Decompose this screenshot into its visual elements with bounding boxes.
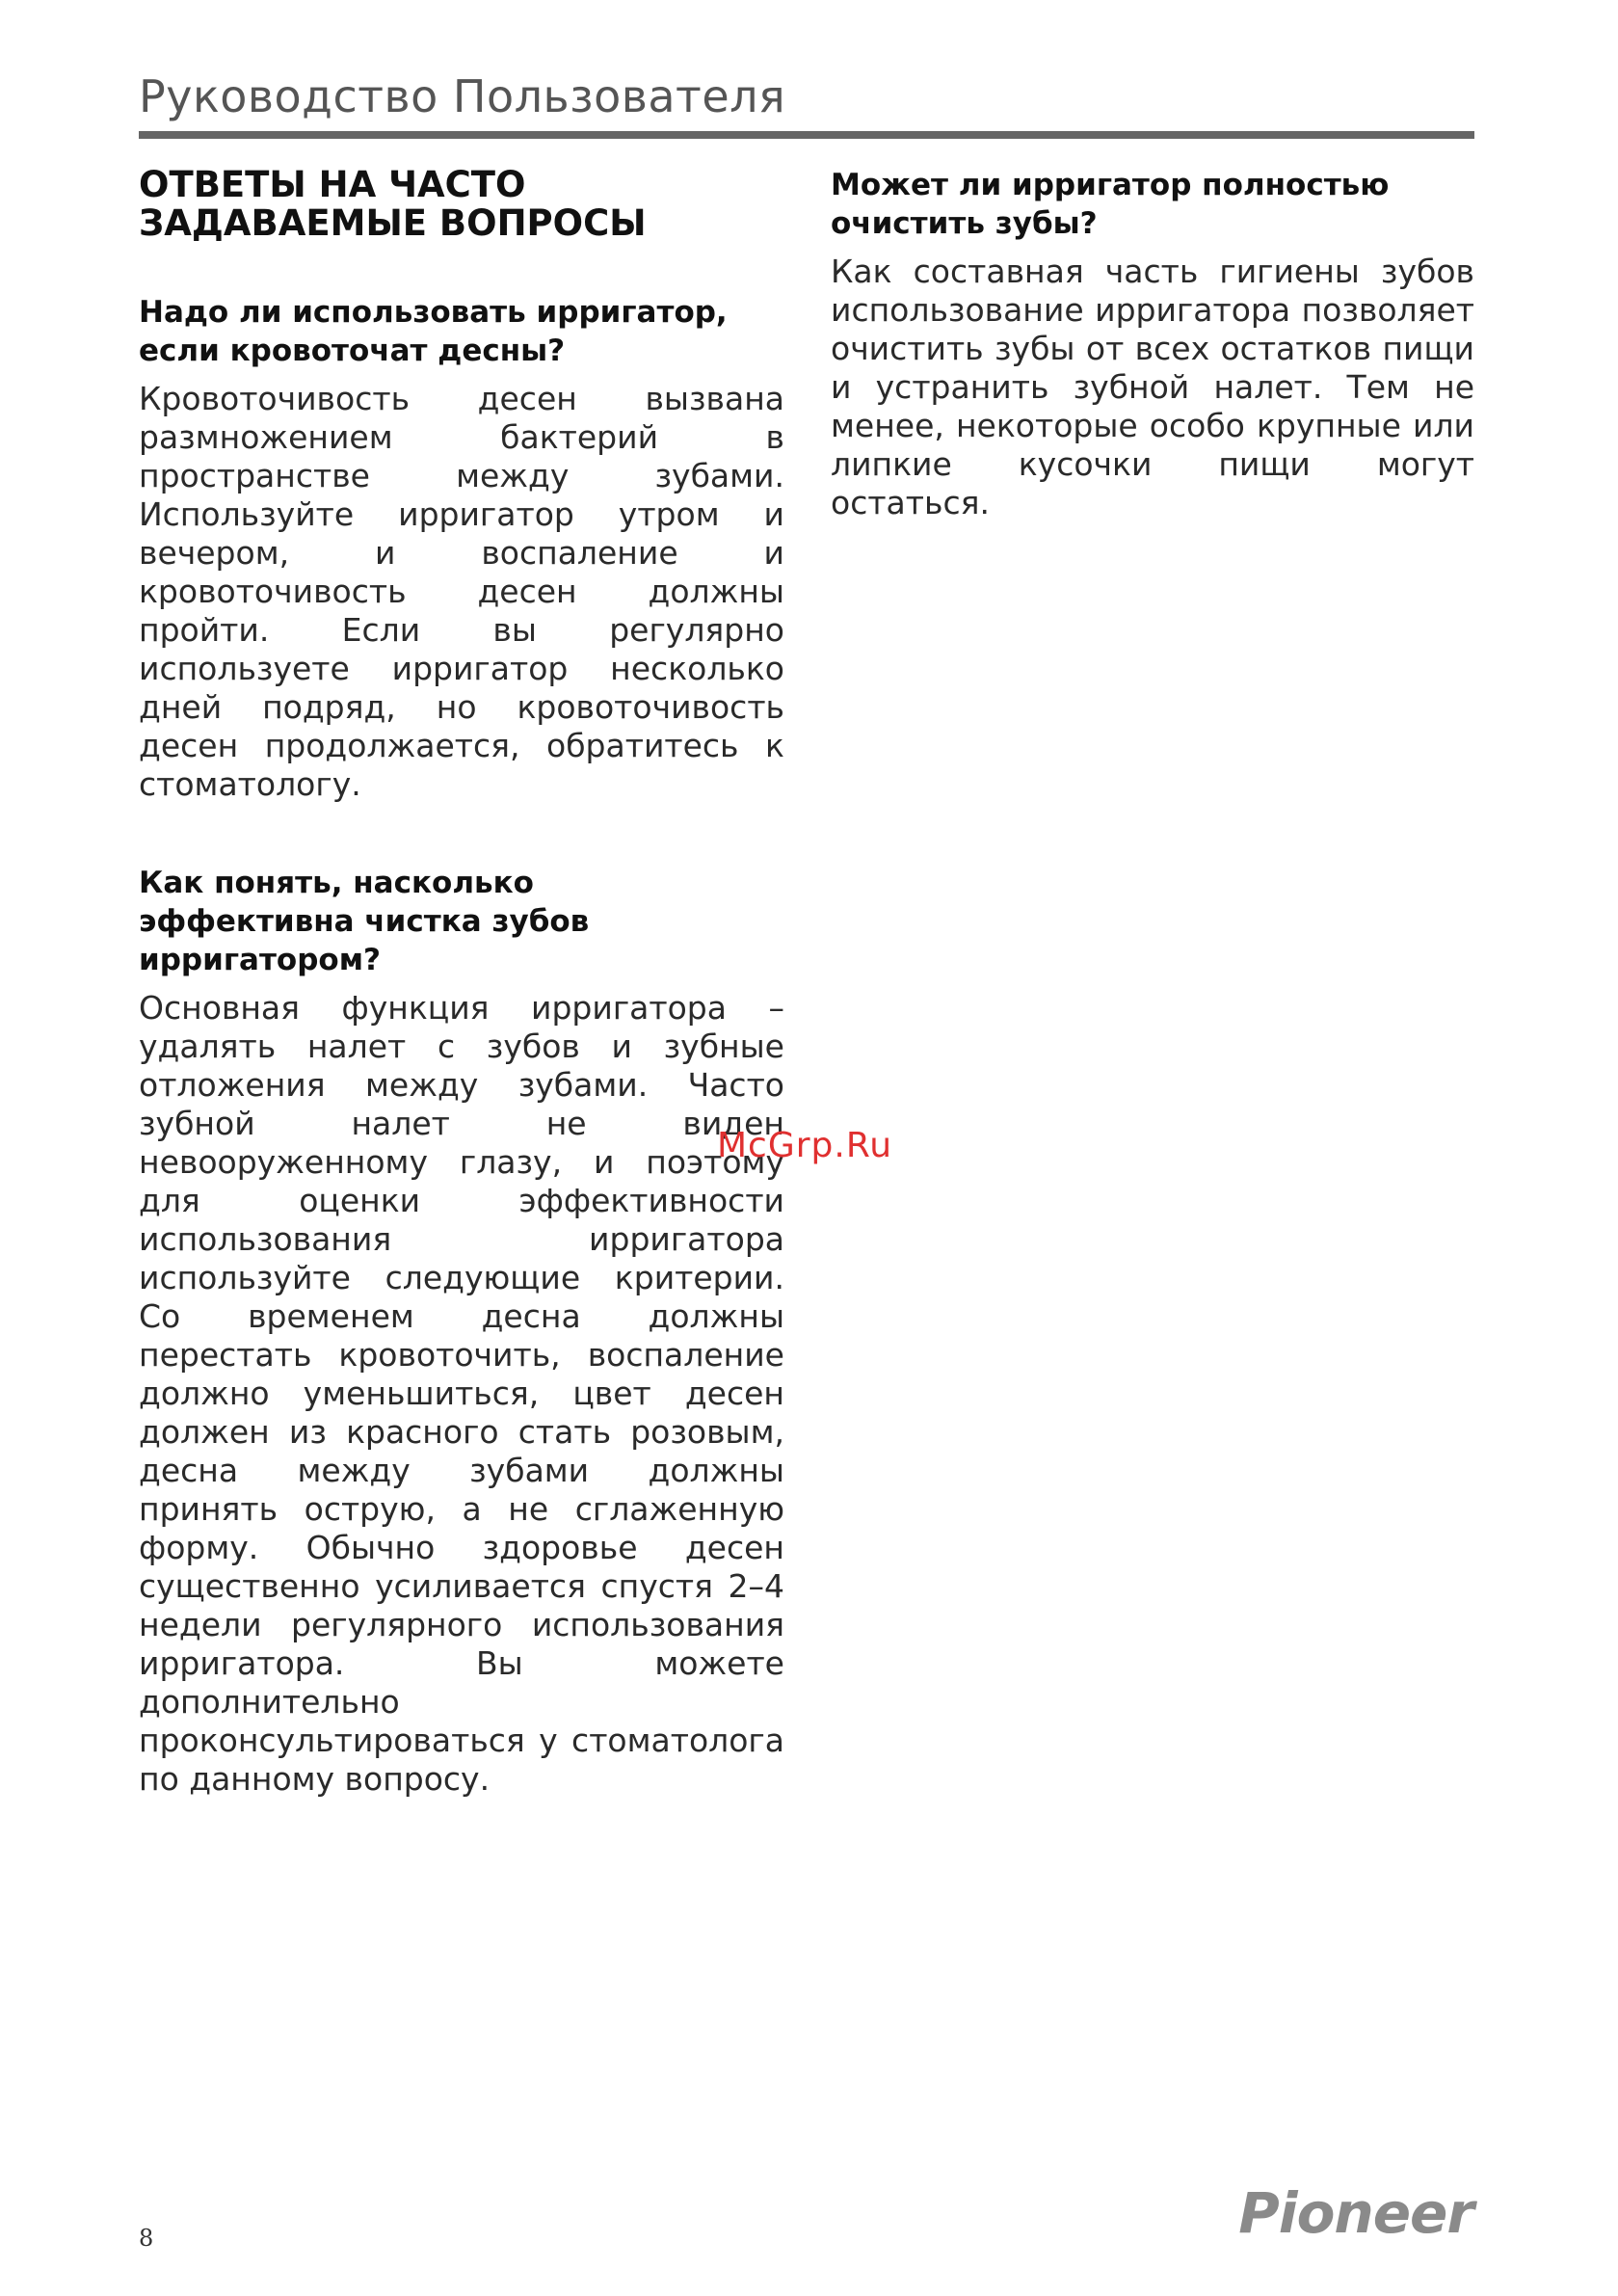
faq-item-full-cleaning <box>831 166 1474 522</box>
page-header <box>139 60 1474 133</box>
header-divider <box>139 131 1474 139</box>
faq-question-line: ирригатором? <box>139 943 382 977</box>
faq-question-line: очистить зубы? <box>831 206 1098 241</box>
faq-question-line: Надо ли использовать ирригатор, <box>139 295 728 330</box>
section-title <box>139 166 784 243</box>
faq-question <box>139 864 784 979</box>
left-column <box>139 166 784 1799</box>
faq-answer: Основная функция ирригатора – удалять налет с зубов и зубные отложения между зубами. Часто зубной налет не виден невооруженному глазу, и поэтому для оценки эффективности использования ирригатора используйте следующие критерии. Со временем десна должны перестать кровоточить, воспаление должно уменьшиться, цвет десен должен из красного стать розовым, десна между зубами должны принять острую, а не сглаженную форму. Обычно здоровье десен существенно усиливается спустя 2–4 недели регулярного использования ирригатора. Вы можете дополнительно проконсультироваться у стоматолога по данному вопросу. <box>139 989 784 1798</box>
watermark: McGrp.Ru <box>717 1126 893 1165</box>
brand-logo: Pioneer <box>1238 2180 1473 2246</box>
faq-answer: Как составная часть гигиены зубов использование ирригатора позволяет очистить зубы от всех остатков пищи и устранить зубной налет. Тем не менее, некоторые особо крупные или липкие кусочки пищи могут остаться. <box>831 253 1474 521</box>
faq-question <box>831 166 1474 243</box>
page-number: 8 <box>139 2225 154 2252</box>
faq-question-line: эффективна чистка зубов <box>139 904 590 939</box>
page-title: Руководство Пользователя <box>139 70 786 122</box>
faq-item-bleeding-gums <box>139 293 784 804</box>
section-title-line1: ОТВЕТЫ НА ЧАСТО <box>139 164 526 205</box>
faq-question <box>139 293 784 370</box>
faq-question-line: если кровоточат десны? <box>139 334 566 368</box>
faq-question-line: Может ли ирригатор полностью <box>831 168 1390 202</box>
right-column <box>831 166 1474 522</box>
faq-answer: Кровоточивость десен вызвана размножением бактерий в пространстве между зубами. Используйте ирригатор утром и вечером, и воспаление и кровоточивость десен должны пройти. Если вы регулярно используете ирригатор несколько дней подряд, но кровоточивость десен продолжается, обратитесь к стоматологу. <box>139 380 784 803</box>
faq-question-line: Как понять, насколько <box>139 866 534 900</box>
section-title-line2: ЗАДАВАЕМЫЕ ВОПРОСЫ <box>139 202 647 244</box>
faq-item-cleaning-effectiveness <box>139 864 784 1799</box>
